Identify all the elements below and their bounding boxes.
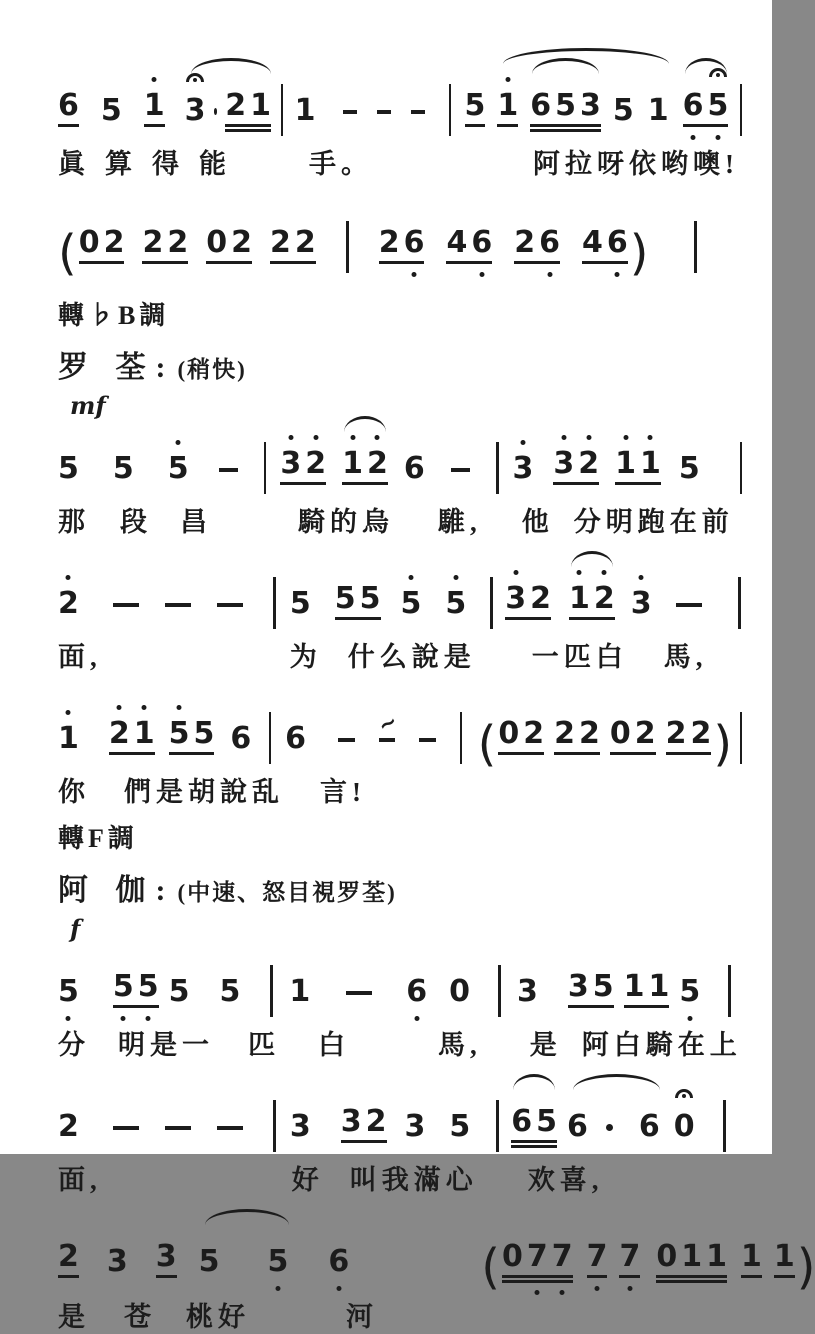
sustain-dash (338, 738, 355, 742)
note-7: 7 (552, 1241, 573, 1273)
barline (694, 221, 697, 273)
note-1: 1 (250, 88, 271, 123)
note-5: 5 (112, 451, 134, 486)
lyric-syllable: 桃好 (186, 1302, 250, 1332)
note-1: 1 (706, 1239, 727, 1274)
lyric-syllable: 好 (291, 1165, 324, 1195)
note-0: 0 (449, 974, 470, 1009)
barline (270, 965, 273, 1017)
slur-arc (191, 58, 271, 74)
augmentation-dot (214, 108, 218, 115)
barline (449, 84, 451, 136)
sustain-dash (373, 709, 400, 742)
octave-dot-above (176, 440, 181, 445)
barline (460, 712, 462, 764)
lyric-syllable: 那 (58, 507, 90, 537)
sustain-dash (217, 1126, 243, 1130)
note-5: 5 (168, 974, 190, 1009)
note-5: 5 (193, 716, 215, 751)
lyric-syllable: 面, (58, 642, 102, 672)
barline (740, 712, 742, 764)
sustain-dash (343, 110, 357, 114)
note-5: 5 (555, 88, 577, 123)
beamed-note-group (206, 227, 252, 264)
octave-dot-above (639, 575, 644, 580)
note-6: 6 (683, 90, 704, 122)
note-2: 2 (58, 588, 79, 620)
note-0: 0 (498, 716, 520, 751)
note-2: 2 (578, 716, 600, 751)
octave-dot-below (615, 272, 620, 277)
octave-dot-below (595, 1286, 600, 1291)
sustain-dash (165, 603, 191, 607)
beamed-note-group (615, 448, 661, 485)
lyric-syllable: 欢喜, (527, 1165, 604, 1195)
note-5: 5 (679, 976, 700, 1008)
lyric-syllable: 阿拉呀依哟噢! (533, 149, 739, 179)
beamed-note-group (502, 1241, 573, 1278)
note-4: 4 (581, 225, 603, 260)
sustain-dash (377, 110, 391, 114)
note-5: 5 (334, 581, 356, 616)
lyric-syllable: 他 (521, 507, 554, 537)
octave-dot-below (535, 1290, 540, 1295)
speaker-aqie (58, 865, 742, 909)
note-1: 1 (741, 1241, 762, 1278)
beamed-note-group (79, 227, 125, 264)
barline (496, 1100, 499, 1152)
note-1: 1 (640, 448, 661, 480)
octave-dot-below (414, 1016, 419, 1021)
octave-dot-above (505, 77, 510, 82)
lyric-syllable: 騅, (438, 507, 482, 537)
lyric-syllable: 昌 (180, 507, 212, 537)
note-5: 5 (113, 971, 134, 1003)
lyric-syllable: 阿白騎在上 (581, 1030, 742, 1060)
note-6: 6 (638, 1109, 660, 1144)
note-3: 3 (340, 1104, 362, 1139)
octave-dot-above (117, 705, 122, 710)
note-1: 1 (144, 90, 165, 127)
note-2: 2 (594, 583, 615, 615)
note-3: 3 (517, 974, 538, 1009)
note-6: 6 (58, 90, 79, 127)
music-line-5 (58, 678, 742, 775)
sustain-dash (113, 1126, 139, 1130)
note-5: 5 (58, 451, 79, 486)
note-3: 3 (580, 88, 601, 123)
sustain-dash (165, 1126, 191, 1130)
parenthesis: ) (629, 225, 649, 281)
beamed-note-group (341, 1106, 387, 1143)
note-5: 5 (58, 976, 79, 1008)
note-6: 6 (607, 227, 628, 259)
lyric-syllable: 段 (120, 507, 152, 537)
music-line-1 (58, 50, 742, 147)
barline (723, 1100, 726, 1152)
dynamics-f: f (70, 914, 81, 943)
octave-dot-above (577, 570, 582, 575)
lyric-syllable: 匹 (248, 1030, 280, 1060)
note-2: 2 (58, 1241, 79, 1278)
octave-dot-above (375, 435, 380, 440)
slur-arc (573, 1074, 660, 1090)
octave-dot-below (560, 1290, 565, 1295)
note-3: 3 (289, 1109, 311, 1144)
note-2: 2 (367, 448, 388, 480)
note-2: 2 (690, 716, 712, 751)
note-1: 1 (289, 974, 311, 1009)
lyric-syllable: 算 (105, 149, 137, 179)
note-3: 3 (513, 453, 534, 485)
note-3: 3 (156, 1241, 177, 1278)
note-5: 5 (678, 451, 700, 486)
beamed-note-group (335, 583, 381, 620)
fermata-icon (186, 73, 204, 82)
lyric-syllable: 面, (58, 1165, 102, 1195)
note-6: 6 (406, 976, 427, 1008)
note-1: 1 (497, 90, 518, 127)
speaker-name: 罗 荃: (58, 351, 176, 384)
note-2: 2 (294, 225, 316, 260)
lyric-syllable: 馬, (438, 1030, 482, 1060)
lyric-syllable: 为 (289, 642, 322, 672)
sustain-dash (676, 603, 702, 607)
lyrics-line-5 (58, 1028, 742, 1062)
beamed-note-group (666, 718, 712, 755)
slur-arc (685, 58, 727, 74)
lyric-syllable: 們是胡說乱 (124, 777, 284, 807)
note-2: 2 (578, 448, 599, 480)
barline (273, 1100, 276, 1152)
note-5: 5 (536, 1104, 557, 1139)
note-2: 2 (58, 1109, 79, 1144)
note-5: 5 (138, 971, 159, 1003)
note-7: 7 (587, 1241, 608, 1278)
augmentation-dot (606, 1124, 613, 1131)
note-0: 0 (501, 1239, 523, 1274)
barline (740, 84, 742, 136)
note-2: 2 (142, 225, 164, 260)
note-5: 5 (401, 588, 422, 620)
speaker-luoquan (58, 342, 742, 386)
octave-dot-above (513, 570, 518, 575)
note-2: 2 (225, 88, 247, 123)
octave-dot-below (627, 1286, 632, 1291)
octave-dot-above (602, 570, 607, 575)
parenthesis: ( (58, 225, 77, 281)
lyric-syllable: 眞 (58, 149, 90, 179)
lyric-syllable: 言! (320, 777, 366, 807)
barline (264, 442, 266, 494)
note-2: 2 (378, 225, 400, 260)
barline (728, 965, 731, 1017)
octave-dot-below (412, 272, 417, 277)
octave-dot-above (453, 575, 458, 580)
parenthesis: ) (713, 716, 733, 772)
note-2: 2 (365, 1104, 387, 1139)
note-5: 5 (592, 969, 614, 1004)
octave-dot-below (146, 1016, 151, 1021)
note-2: 2 (523, 716, 545, 751)
note-3: 3 (280, 448, 301, 480)
fermata-icon (675, 1089, 693, 1098)
beamed-note-group (582, 227, 628, 264)
octave-dot-above (177, 705, 182, 710)
note-2: 2 (269, 225, 291, 260)
octave-dot-below (479, 272, 484, 277)
stage-direction: (中速、怒目視罗荃) (177, 880, 397, 905)
beamed-note-group (683, 90, 729, 127)
barline (738, 577, 741, 629)
beamed-note-group (342, 448, 388, 485)
note-1: 1 (648, 969, 670, 1004)
note-3: 3 (567, 969, 589, 1004)
octave-dot-above (408, 575, 413, 580)
note-5: 5 (445, 588, 466, 620)
note-1: 1 (774, 1241, 795, 1278)
note-2: 2 (665, 716, 687, 751)
beamed-note-group (554, 718, 600, 755)
note-3: 3 (404, 1109, 426, 1144)
beamed-note-group (530, 90, 601, 127)
sustain-dash (217, 603, 243, 607)
lyrics-line-6 (58, 1163, 742, 1197)
note-7: 7 (619, 1241, 640, 1278)
beamed-note-group (624, 971, 670, 1008)
note-3: 3 (185, 95, 206, 127)
note-5: 5 (169, 718, 190, 750)
sustain-dash (419, 738, 436, 742)
sustain-dash (451, 468, 471, 472)
parenthesis: ( (481, 1239, 500, 1295)
note-6: 6 (403, 451, 425, 486)
beamed-note-group (553, 448, 599, 485)
lyric-syllable: 一匹白 (531, 642, 628, 672)
note-3: 3 (106, 1244, 128, 1279)
octave-dot-below (336, 1286, 341, 1291)
key-change-label-bflat: 轉♭B調 (58, 301, 170, 330)
sustain-dash (219, 468, 239, 472)
octave-dot-above (586, 435, 591, 440)
lyric-syllable: 手。 (309, 149, 373, 179)
note-5: 5 (100, 93, 122, 128)
note-0: 0 (609, 716, 631, 751)
lyrics-line-7-clipped (58, 1300, 742, 1332)
octave-dot-below (121, 1016, 126, 1021)
lyrics-line-2 (58, 505, 742, 539)
note-2: 2 (305, 448, 326, 480)
octave-dot-above (142, 705, 147, 710)
note-2: 2 (514, 225, 536, 260)
lyric-syllable: 河 (346, 1302, 378, 1332)
note-0: 0 (206, 225, 228, 260)
octave-dot-above (66, 575, 71, 580)
octave-dot-above (288, 435, 293, 440)
slur-arc (571, 551, 613, 567)
note-1: 1 (342, 448, 363, 480)
note-6: 6 (404, 227, 425, 259)
octave-dot-above (648, 435, 653, 440)
note-1: 1 (569, 583, 590, 615)
note-6: 6 (539, 227, 560, 259)
beamed-note-group (270, 227, 316, 264)
note-2: 2 (103, 225, 125, 260)
lyric-syllable: 能 (199, 149, 231, 179)
sustain-dash (411, 110, 425, 114)
lyric-syllable: 是 (529, 1030, 562, 1060)
music-line-2 (58, 187, 742, 284)
beamed-note-group (113, 971, 159, 1008)
lyric-syllable: 騎的烏 (298, 507, 394, 537)
barline (346, 221, 349, 273)
beamed-note-group (511, 1106, 557, 1143)
barline (273, 577, 276, 629)
note-5: 5 (289, 586, 311, 621)
note-1: 1 (134, 718, 155, 750)
note-2: 2 (634, 716, 656, 751)
lyric-syllable: 得 (152, 149, 184, 179)
parenthesis: ( (477, 716, 497, 772)
lyric-syllable: 什么說是 (347, 642, 476, 672)
slur-arc (344, 416, 386, 432)
note-1: 1 (615, 448, 636, 480)
note-5: 5 (168, 453, 189, 485)
parenthesis: ) (796, 1239, 815, 1295)
beamed-note-group (142, 227, 188, 264)
note-1: 1 (58, 723, 79, 755)
lyric-syllable: 馬, (663, 642, 708, 672)
note-5: 5 (198, 1244, 220, 1279)
beamed-note-group (569, 583, 615, 620)
beamed-note-group (379, 227, 425, 264)
lyric-syllable: 你 (58, 777, 90, 807)
note-4: 4 (446, 225, 468, 260)
note-3: 3 (553, 448, 574, 480)
lyric-syllable: 分明跑在前 (573, 507, 734, 537)
music-line-3 (58, 408, 742, 505)
lyrics-line-3 (58, 640, 742, 674)
note-6: 6 (567, 1109, 588, 1144)
barline (740, 442, 742, 494)
sustain-dash (113, 603, 139, 607)
octave-dot-below (66, 1016, 71, 1021)
stage-direction: (稍快) (177, 357, 247, 382)
barline (281, 84, 283, 136)
barline (498, 965, 501, 1017)
note-6: 6 (530, 88, 552, 123)
lyric-syllable: 分 (58, 1030, 90, 1060)
dynamics-mf: mf (70, 391, 106, 420)
speaker-name: 阿 伽: (58, 874, 176, 907)
note-5: 5 (449, 1109, 471, 1144)
music-line-6 (58, 931, 742, 1028)
lyrics-line-4 (58, 775, 742, 809)
note-5: 5 (612, 93, 634, 128)
note-6: 6 (471, 227, 492, 259)
octave-dot-above (152, 77, 157, 82)
note-2: 2 (554, 716, 575, 751)
beamed-note-group (225, 90, 271, 127)
key-change-label-f: 轉F調 (58, 824, 138, 853)
note-1: 1 (294, 93, 316, 128)
note-5: 5 (268, 1246, 289, 1278)
barline (496, 442, 498, 494)
music-line-4 (58, 543, 742, 640)
note-5: 5 (219, 974, 241, 1009)
lyric-syllable: 苍 (124, 1302, 156, 1332)
music-line-8 (58, 1201, 815, 1298)
note-6: 6 (511, 1104, 533, 1139)
lyric-syllable: 叫我滿心 (349, 1165, 478, 1195)
note-6: 6 (230, 721, 252, 756)
octave-dot-above (561, 435, 566, 440)
note-5: 5 (359, 581, 381, 616)
beamed-note-group (568, 971, 614, 1008)
octave-dot-above (350, 435, 355, 440)
note-2: 2 (109, 718, 130, 750)
octave-dot-below (691, 135, 696, 140)
beamed-note-group (498, 718, 544, 755)
note-1: 1 (623, 969, 645, 1004)
beamed-note-group (610, 718, 656, 755)
note-3: 3 (505, 583, 526, 615)
octave-dot-below (687, 1016, 692, 1021)
octave-dot-below (715, 135, 720, 140)
beamed-note-group (446, 227, 492, 264)
note-7: 7 (527, 1241, 548, 1273)
barline (269, 712, 271, 764)
lyric-syllable: 白 (318, 1030, 350, 1060)
beamed-note-group (280, 448, 326, 485)
note-0: 0 (656, 1239, 678, 1274)
barline (490, 577, 493, 629)
octave-dot-above (623, 435, 628, 440)
octave-dot-above (313, 435, 318, 440)
octave-dot-above (520, 440, 525, 445)
beamed-note-group (169, 718, 215, 755)
note-1: 1 (647, 93, 669, 128)
slur-arc (205, 1209, 289, 1225)
pen-squiggle-mark: ~ (373, 709, 400, 740)
note-1: 1 (681, 1239, 703, 1274)
octave-dot-above (66, 710, 71, 715)
lyric-syllable: 明是一 (118, 1030, 214, 1060)
octave-dot-below (275, 1286, 280, 1291)
sustain-dash (346, 991, 372, 995)
lyrics-line-1 (58, 147, 742, 181)
note-0: 0 (78, 225, 100, 260)
music-line-7 (58, 1066, 742, 1163)
note-2: 2 (231, 225, 252, 260)
note-5: 5 (465, 90, 486, 127)
beamed-note-group (514, 227, 560, 264)
note-3: 3 (631, 588, 652, 620)
note-2: 2 (530, 581, 551, 616)
beamed-note-group (109, 718, 155, 755)
beamed-note-group (656, 1241, 727, 1278)
octave-dot-below (547, 272, 552, 277)
slur-arc (513, 1074, 555, 1090)
beamed-note-group (505, 583, 551, 620)
note-0: 0 (674, 1111, 695, 1143)
note-6: 6 (328, 1246, 349, 1278)
note-6: 6 (285, 721, 307, 756)
note-5: 5 (708, 90, 729, 122)
lyric-syllable: 是 (58, 1302, 90, 1332)
note-2: 2 (167, 225, 189, 260)
